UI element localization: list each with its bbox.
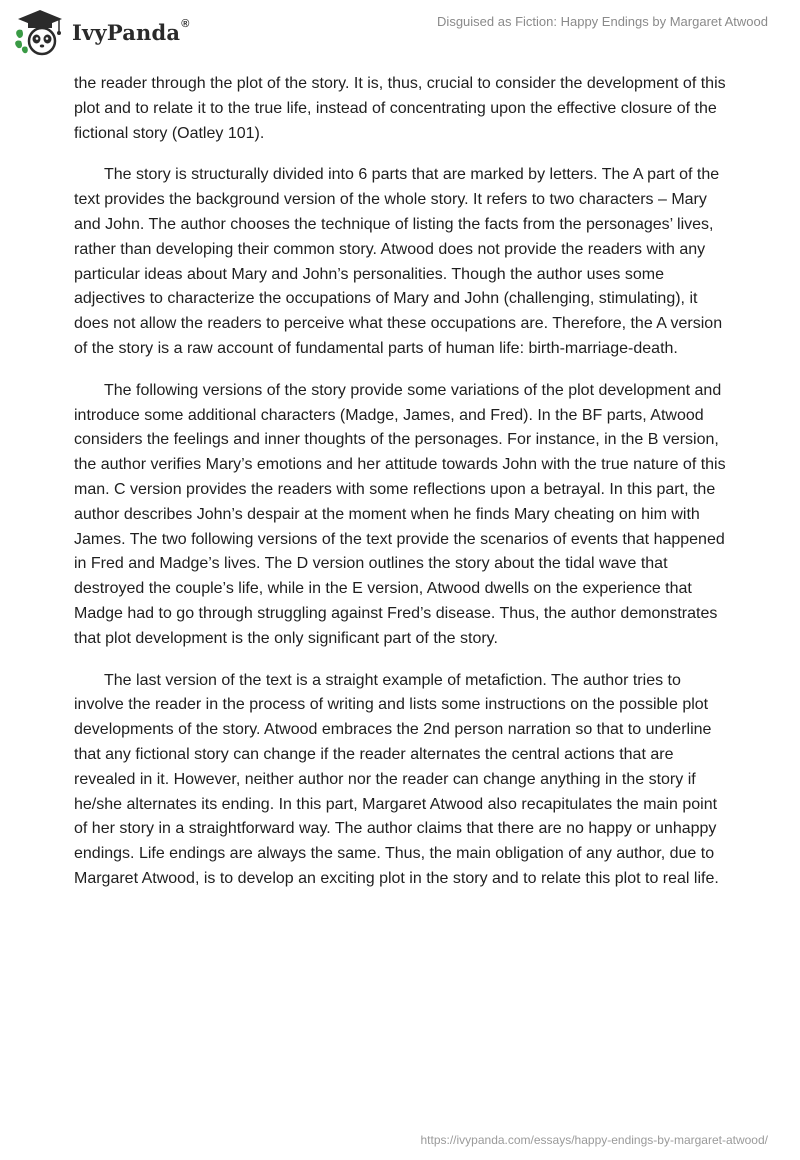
ivypanda-logo[interactable] [14,8,190,56]
logo-text: IvyPanda [72,19,181,45]
page-header [0,0,800,70]
paragraph-continuation: the reader through the plot of the story. It is, thus, crucial to consider the development of this plot and to relate it to the true life, instead of concentrating upon the effective closure of the fictional story (Oatley 101). [74,75,726,142]
paragraph: The following versions of the story provide some variations of the plot development and introduce some additional characters (Madge, James, and Fred). In the BF parts, Atwood considers the feelings and inner thoughts of the personages. For instance, in the B version, the author verifies Mary’s emotions and her attitude towards John with the true nature of this man. C version provides the readers with some reflections upon a betrayal. In this part, the author describes John’s despair at the moment when he finds Mary cheating on him with James. The two following versions of the text provide the scenarios of events that happened in Fred and Madge’s lives. The D version outlines the story about the tidal wave that destroyed the couple’s life, while in the E version, Atwood dwells on the experience that Madge had to go through struggling against Fred’s disease. Thus, the author demonstrates that plot development is the only significant part of the story. [74,381,726,647]
logo-wordmark [72,17,190,45]
essay-body [74,72,726,909]
paragraph: The story is structurally divided into 6 parts that are marked by letters. The A part of the text provides the background version of the whole story. It refers to two characters – Mary and John. The author chooses the technique of listing the facts from the personages’ lives, rather than developing their common story. Atwood does not provide the readers with any particular ideas about Mary and John’s personalities. Though the author uses some adjectives to characterize the occupations of Mary and John (challenging, stimulating), it does not allow the readers to perceive what these occupations are. Therefore, the A version of the story is a raw account of fundamental parts of human life: birth-marriage-death. [74,166,723,357]
source-url[interactable]: https://ivypanda.com/essays/happy-endings-by-margaret-atwood/ [420,1133,768,1147]
registered-mark: ® [181,17,190,30]
document-title: Disguised as Fiction: Happy Endings by Margaret Atwood [437,14,768,29]
paragraph: The last version of the text is a straight example of metafiction. The author tries to involve the reader in the process of writing and lists some instructions on the possible plot developments of the story. Atwood embraces the 2nd person narration so that to underline that any fictional story can change if the reader alternates the central actions that are revealed in it. However, neither author nor the reader can change anything in the story if he/she alternates its ending. In this part, Margaret Atwood also recapitulates the main point of her story in a straightforward way. The author claims that there are no happy or unhappy endings. Life endings are always the same. Thus, the main obligation of any author, due to Margaret Atwood, is to develop an exciting plot in the story and to relate this plot to real life. [74,671,719,887]
panda-graduation-cap-icon [14,8,66,56]
